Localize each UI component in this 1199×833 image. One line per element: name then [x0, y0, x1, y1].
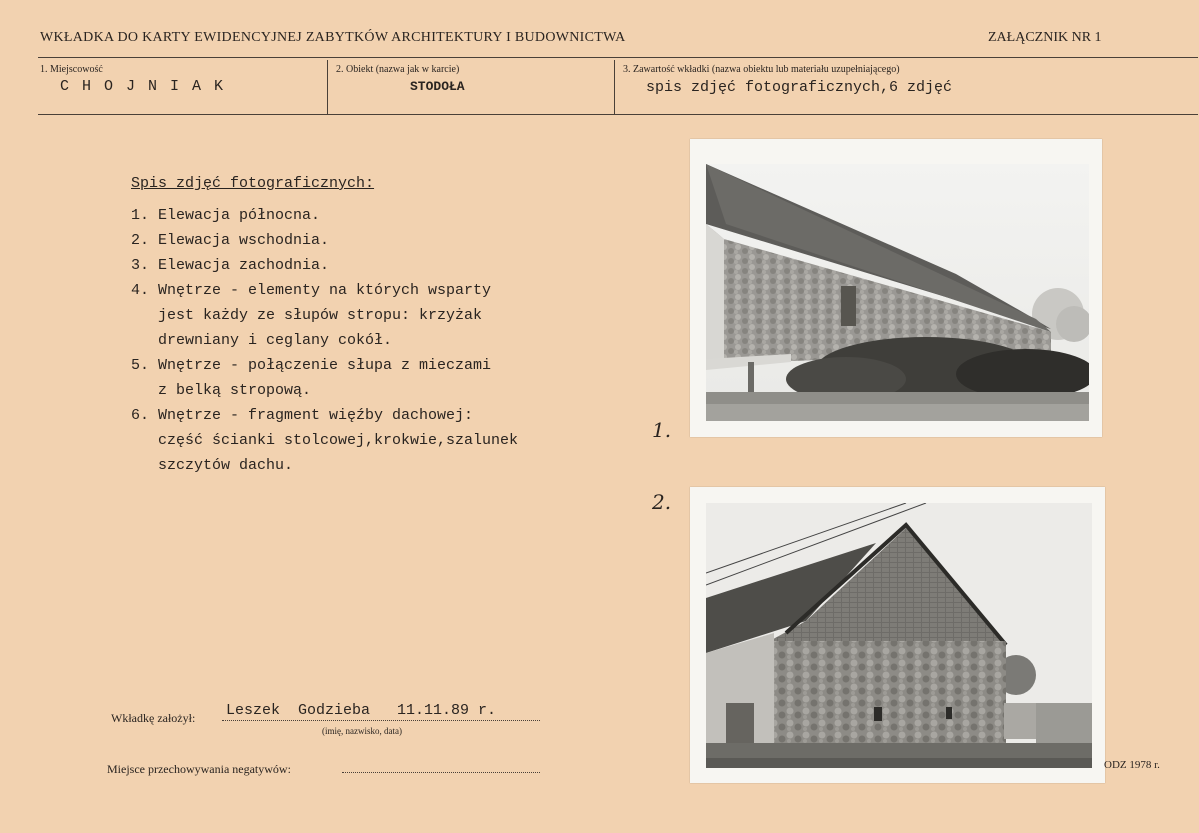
photo-list-line: z belką stropową.	[131, 382, 312, 399]
photo-list-line: drewniany i ceglany cokół.	[131, 332, 393, 349]
photo-list-heading: Spis zdjęć fotograficznych:	[131, 175, 375, 192]
created-by-hint: (imię, nazwisko, data)	[322, 726, 402, 736]
object-value: STODOŁA	[410, 79, 465, 94]
photo-list-line: 3. Elewacja zachodnia.	[131, 257, 330, 274]
photo-list-line: 4. Wnętrze - elementy na których wsparty	[131, 282, 492, 299]
print-mark: ODZ 1978 r.	[1104, 759, 1160, 771]
contents-label: 3. Zawartość wkładki (nazwa obiektu lub materiału uzupełniającego)	[623, 64, 900, 75]
form-title: WKŁADKA DO KARTY EWIDENCYJNEJ ZABYTKÓW ARCHITEKTURY I BUDOWNICTWA	[40, 30, 626, 45]
negatives-location-label: Miejsce przechowywania negatywów:	[107, 762, 291, 776]
photo-list-line: 5. Wnętrze - połączenie słupa z mieczami	[131, 357, 492, 374]
object-label: 2. Obiekt (nazwa jak w karcie)	[336, 64, 460, 75]
field-divider-1	[327, 60, 328, 114]
contents-value: spis zdjęć fotograficznych,6 zdjęć	[646, 79, 953, 96]
negatives-location-line	[342, 772, 540, 773]
header-rule	[38, 57, 1198, 58]
created-by-label: Wkładkę założył:	[111, 711, 196, 725]
photo-list-line: 2. Elewacja wschodnia.	[131, 232, 330, 249]
field-row-bottom-rule	[38, 114, 1198, 115]
photo-1-frame	[690, 139, 1102, 437]
photo-list-line: 6. Wnętrze - fragment więźby dachowej:	[131, 407, 474, 424]
photo-list-line: jest każdy ze słupów stropu: krzyżak	[131, 307, 483, 324]
photo-1-barn-north-elevation	[706, 164, 1089, 421]
annex-number: ZAŁĄCZNIK NR 1	[988, 30, 1102, 45]
field-divider-2	[614, 60, 615, 114]
location-value: C H O J N I A K	[60, 78, 226, 95]
photo-1-number: 1.	[652, 418, 672, 442]
location-label: 1. Miejscowość	[40, 64, 103, 75]
photo-2-barn-east-elevation	[706, 503, 1092, 768]
photo-list	[131, 203, 518, 478]
created-by-line	[222, 720, 540, 721]
photo-list-line: część ścianki stolcowej,krokwie,szalunek	[131, 432, 519, 449]
photo-2-frame	[690, 487, 1105, 783]
photo-2-number: 2.	[652, 490, 672, 514]
photo-list-line: szczytów dachu.	[131, 457, 294, 474]
photo-list-line: 1. Elewacja północna.	[131, 207, 321, 224]
created-by-value: Leszek Godzieba 11.11.89 r.	[226, 702, 497, 719]
